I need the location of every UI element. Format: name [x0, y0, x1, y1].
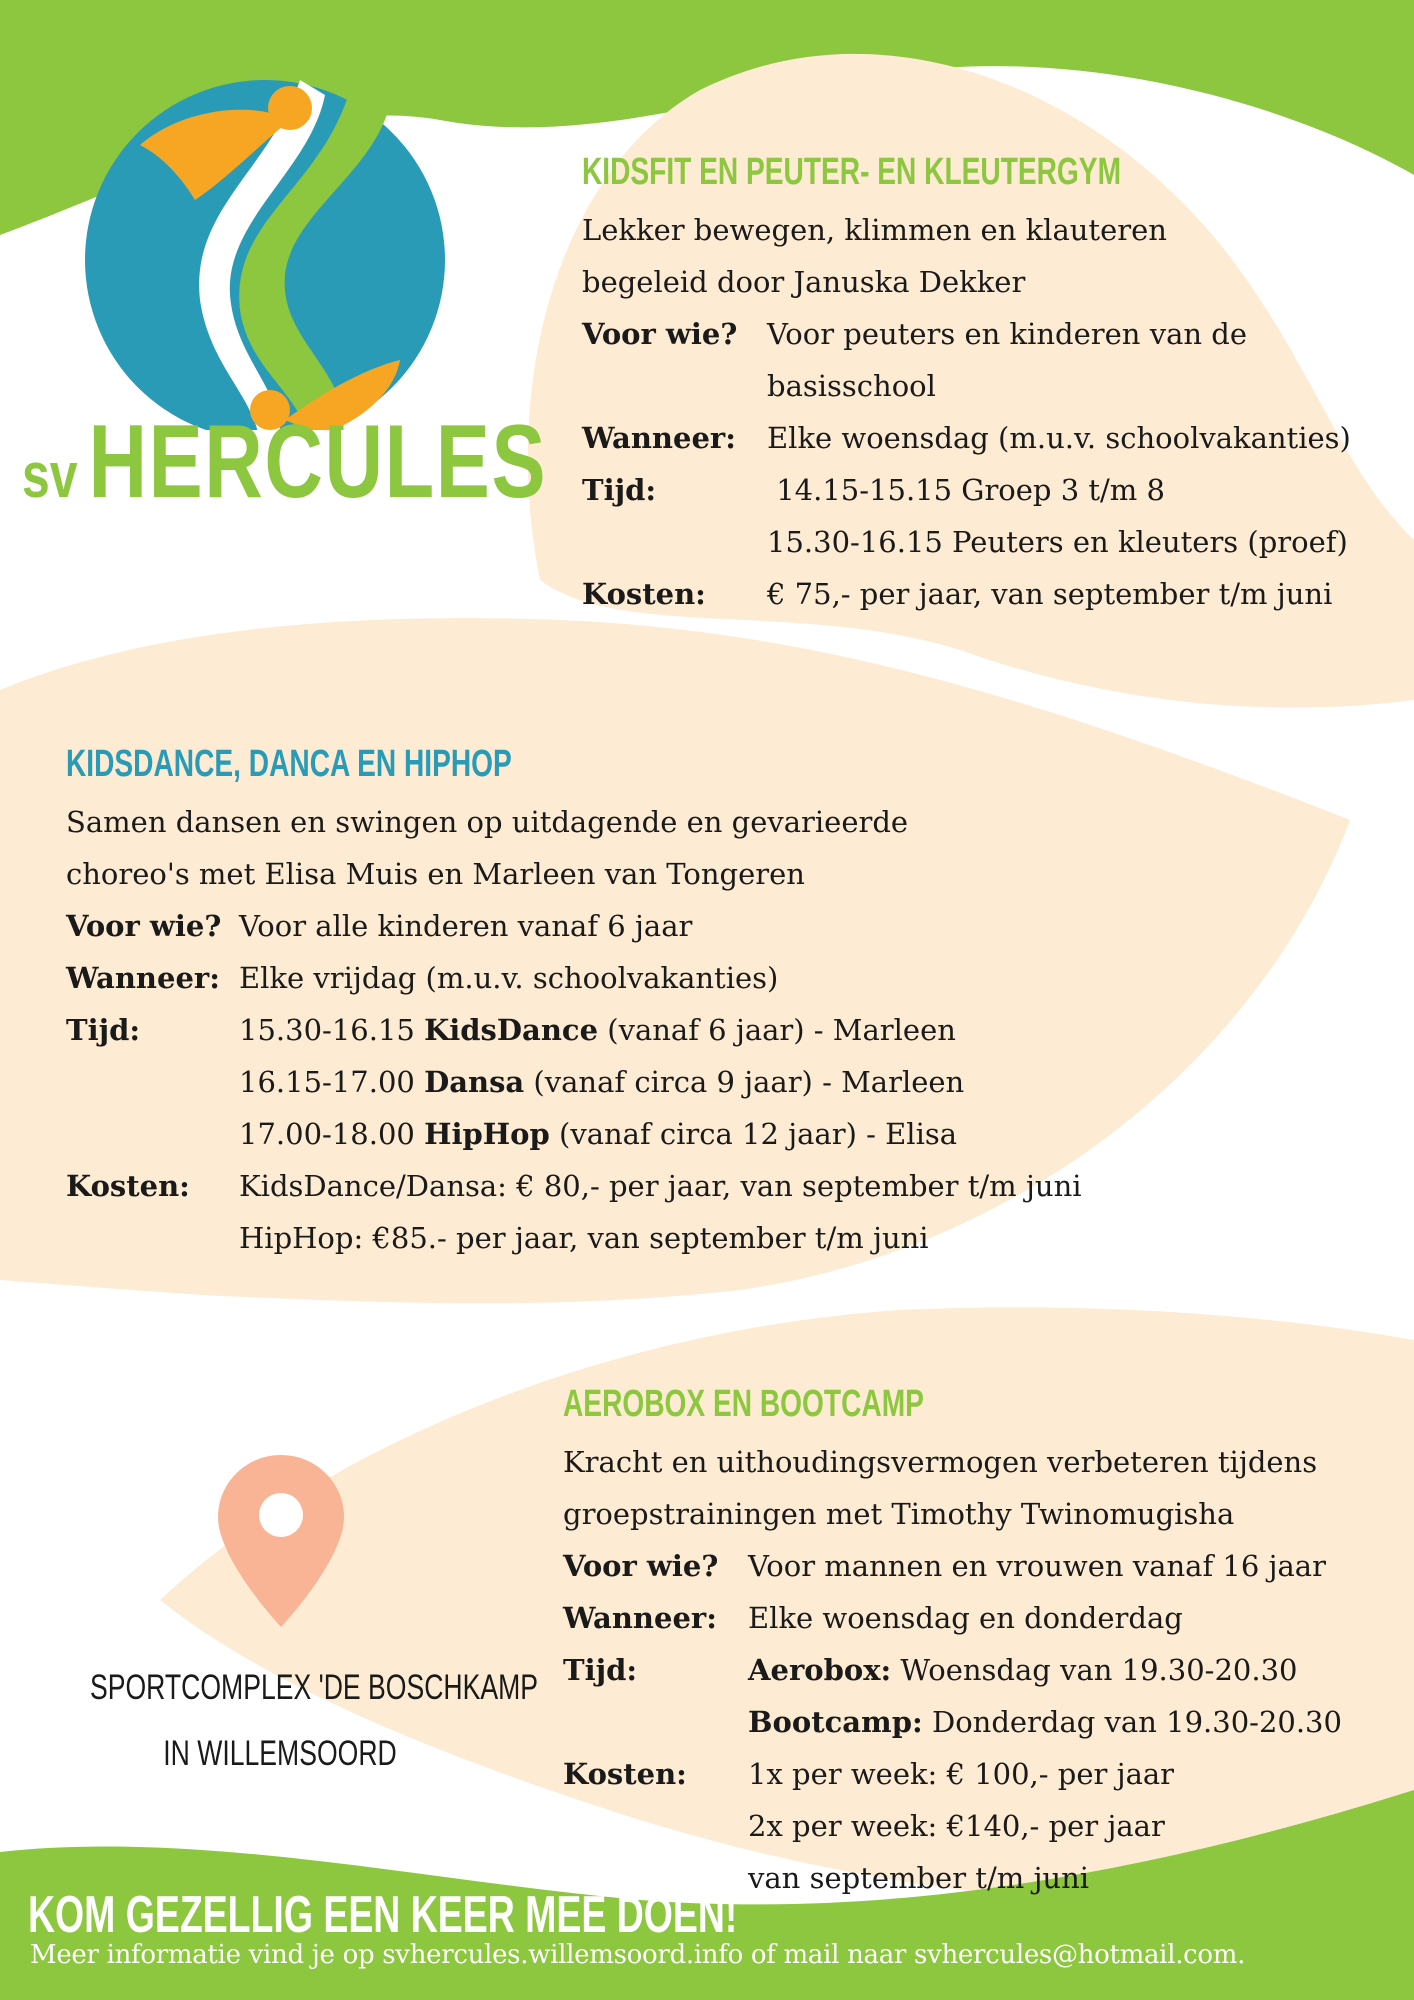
kidsfit-wanneer-value: Elke woensdag (m.u.v. schoolvakanties) [767, 421, 1351, 455]
aerobox-intro [563, 1436, 1383, 1540]
kidsdance-voor-wie-row [66, 900, 1166, 952]
aerobox-tijd-line [748, 1696, 1383, 1748]
kidsdance-kosten-row [66, 1160, 1166, 1264]
aerobox-kosten-line-3: van september t/m juni [748, 1861, 1090, 1895]
kidsdance-wanneer-value: Elke vrijdag (m.u.v. schoolvakanties) [239, 961, 779, 995]
class-name: KidsDance [424, 1013, 599, 1047]
class-detail: Woensdag van 19.30-20.30 [900, 1653, 1298, 1687]
voor-wie-label: Voor wie? [563, 1549, 719, 1583]
kidsfit-intro-line-2: begeleid door Januska Dekker [582, 265, 1026, 299]
logo-prefix: sv [22, 439, 78, 511]
class-detail: (vanaf circa 12 jaar) - Elisa [559, 1117, 958, 1151]
kidsfit-tijd-line-2: 15.30-16.15 Peuters en kleuters (proef) [767, 525, 1348, 559]
kidsfit-intro [582, 204, 1382, 308]
kidsdance-kosten-line-1: KidsDance/Dansa: € 80,- per jaar, van september t/m juni [239, 1169, 1082, 1203]
logo-wordmark [22, 404, 548, 520]
kidsdance-wanneer-row [66, 952, 1166, 1004]
location-line-2: IN WILLEMSOORD [163, 1734, 397, 1773]
class-detail: (vanaf 6 jaar) - Marleen [607, 1013, 956, 1047]
schedule-time: 17.00-18.00 [239, 1117, 415, 1151]
wanneer-label: Wanneer: [66, 961, 220, 995]
kidsfit-heading: KIDSFIT EN PEUTER- EN KLEUTERGYM [582, 151, 1121, 193]
aerobox-kosten-line-1: 1x per week: € 100,- per jaar [748, 1757, 1175, 1791]
kidsdance-intro-line-2: choreo's met Elisa Muis en Marleen van Tongeren [66, 857, 805, 891]
location-line-1: SPORTCOMPLEX 'DE BOSCHKAMP [90, 1668, 539, 1707]
tijd-label: Tijd: [66, 1013, 141, 1047]
voor-wie-label: Voor wie? [582, 317, 738, 351]
kidsfit-voor-wie-value [767, 308, 1382, 412]
kidsdance-intro [66, 796, 1166, 900]
location-text [30, 1655, 539, 1787]
kidsdance-tijd-line [239, 1004, 1166, 1056]
kidsdance-tijd-row [66, 1004, 1166, 1160]
wanneer-label: Wanneer: [563, 1601, 717, 1635]
kidsdance-voor-wie-value: Voor alle kinderen vanaf 6 jaar [239, 909, 693, 943]
location-pin-icon [218, 1455, 344, 1627]
section-kidsfit [582, 148, 1382, 620]
wanneer-label: Wanneer: [582, 421, 736, 455]
aerobox-tijd-row [563, 1644, 1383, 1748]
class-detail: (vanaf circa 9 jaar) - Marleen [533, 1065, 965, 1099]
kidsfit-voor-wie-row [582, 308, 1382, 412]
section-aerobox [563, 1380, 1383, 1904]
class-name: HipHop [424, 1117, 550, 1151]
aerobox-kosten-line-2: 2x per week: €140,- per jaar [748, 1809, 1165, 1843]
logo-name: HERCULES [88, 404, 548, 520]
schedule-time: 15.30-16.15 [239, 1013, 415, 1047]
kidsdance-intro-line-1: Samen dansen en swingen op uitdagende en gevarieerde [66, 805, 909, 839]
aerobox-wanneer-row [563, 1592, 1383, 1644]
tijd-label: Tijd: [563, 1653, 638, 1687]
section-kidsdance [66, 740, 1166, 1264]
footer-info: Meer informatie vind je op svhercules.willemsoord.info of mail naar svhercules@hotmail.com. [30, 1940, 1246, 1970]
kosten-label: Kosten: [582, 577, 706, 611]
aerobox-heading: AEROBOX EN BOOTCAMP [563, 1383, 924, 1425]
kidsfit-kosten-value: € 75,- per jaar, van september t/m juni [767, 577, 1333, 611]
kidsdance-kosten-line-2: HipHop: €85.- per jaar, van september t/m juni [239, 1221, 929, 1255]
kidsfit-tijd-row [582, 464, 1382, 568]
footer-title: KOM GEZELLIG EEN KEER MEE DOEN! [28, 1886, 738, 1944]
kidsfit-wanneer-row [582, 412, 1382, 464]
kidsfit-tijd-line-1: 14.15-15.15 Groep 3 t/m 8 [767, 473, 1165, 507]
aerobox-tijd-line [748, 1644, 1383, 1696]
class-detail: Donderdag van 19.30-20.30 [931, 1705, 1342, 1739]
kidsdance-heading: KIDSDANCE, DANCA EN HIPHOP [66, 743, 512, 785]
aerobox-voor-wie-value: Voor mannen en vrouwen vanaf 16 jaar [748, 1549, 1326, 1583]
aerobox-intro-line-2: groepstrainingen met Timothy Twinomugisha [563, 1497, 1235, 1531]
kidsdance-tijd-line [239, 1056, 1166, 1108]
logo-figure-head-top [268, 86, 312, 130]
aerobox-kosten-row [563, 1748, 1383, 1904]
kidsfit-intro-line-1: Lekker bewegen, klimmen en klauteren [582, 213, 1167, 247]
aerobox-wanneer-value: Elke woensdag en donderdag [748, 1601, 1183, 1635]
kidsfit-kosten-row [582, 568, 1382, 620]
aerobox-intro-line-1: Kracht en uithoudingsvermogen verbeteren tijdens [563, 1445, 1318, 1479]
kosten-label: Kosten: [563, 1757, 687, 1791]
kidsfit-voor-wie-line-2: basisschool [767, 369, 936, 403]
class-name: Dansa [424, 1065, 525, 1099]
class-name: Aerobox: [748, 1653, 892, 1687]
class-name: Bootcamp: [748, 1705, 923, 1739]
kosten-label: Kosten: [66, 1169, 190, 1203]
kidsfit-voor-wie-line-1: Voor peuters en kinderen van de [767, 317, 1247, 351]
aerobox-voor-wie-row [563, 1540, 1383, 1592]
tijd-label: Tijd: [582, 473, 657, 507]
schedule-time: 16.15-17.00 [239, 1065, 415, 1099]
kidsdance-tijd-line [239, 1108, 1166, 1160]
voor-wie-label: Voor wie? [66, 909, 222, 943]
